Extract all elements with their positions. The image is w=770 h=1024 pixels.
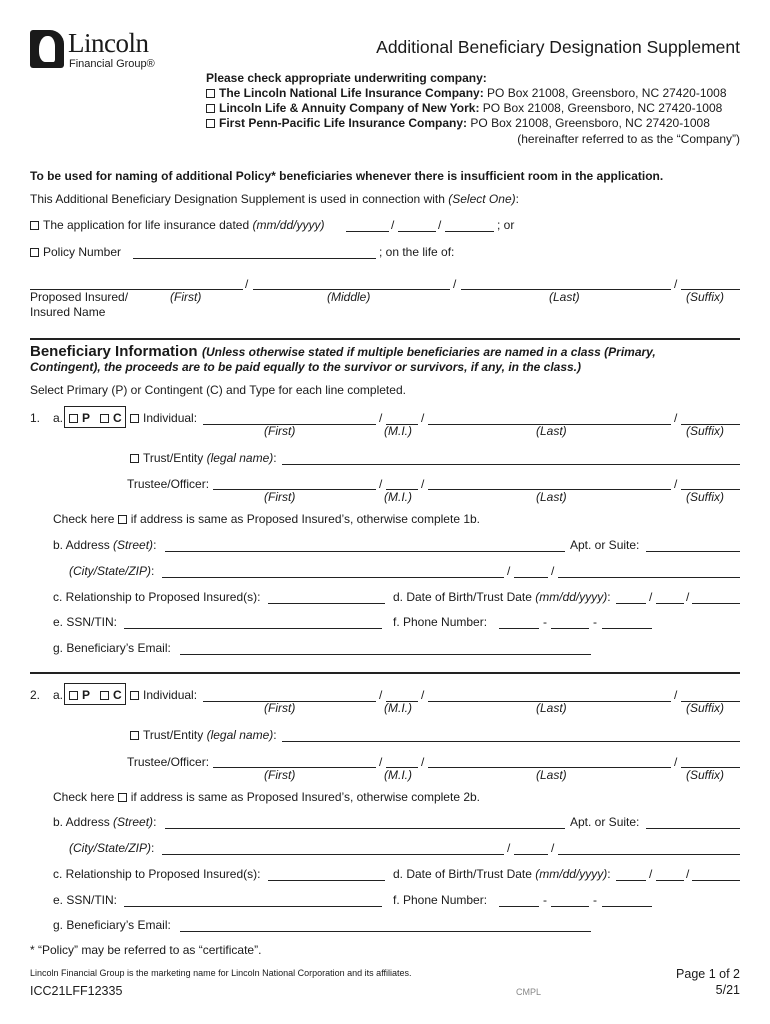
street-field[interactable] bbox=[165, 551, 565, 552]
item-a-label: a. bbox=[53, 411, 64, 425]
page-title: Additional Beneficiary Designation Supplement bbox=[376, 37, 740, 57]
application-year-field[interactable] bbox=[445, 231, 494, 232]
city-field[interactable] bbox=[162, 854, 504, 855]
contingent-checkbox[interactable]: C bbox=[100, 688, 122, 703]
company-option-2[interactable]: Lincoln Life & Annuity Company of New York: PO Box 21008, Greensboro, NC 27420-1008 bbox=[206, 101, 722, 116]
apt-label: Apt. or Suite: bbox=[570, 815, 640, 829]
section-divider bbox=[30, 338, 740, 340]
page-number: Page 1 of 2 bbox=[676, 967, 740, 981]
lincoln-logo-icon bbox=[30, 30, 64, 68]
dob-year-field[interactable] bbox=[692, 603, 740, 604]
zip-field[interactable] bbox=[558, 854, 740, 855]
apt-field[interactable] bbox=[646, 828, 740, 829]
ssn-field[interactable] bbox=[124, 628, 382, 629]
ssn-label: e. SSN/TIN: bbox=[53, 615, 118, 629]
usage-statement: To be used for naming of additional Policy* beneficiaries whenever there is insufficient room in the application. bbox=[30, 169, 664, 183]
cmpl-mark: CMPL bbox=[516, 987, 542, 997]
relationship-label: c. Relationship to Proposed Insured(s): bbox=[53, 590, 261, 604]
item-a-label: a. bbox=[53, 688, 64, 702]
phone-label: f. Phone Number: bbox=[393, 893, 488, 907]
company-option-3[interactable]: First Penn-Pacific Life Insurance Company: PO Box 21008, Greensboro, NC 27420-1008 bbox=[206, 116, 710, 131]
relationship-label: c. Relationship to Proposed Insured(s): bbox=[53, 867, 261, 881]
dob-label: d. Date of Birth/Trust Date (mm/dd/yyyy): bbox=[393, 867, 611, 881]
ssn-label: e. SSN/TIN: bbox=[53, 893, 118, 907]
suffix-caption: (Suffix) bbox=[686, 290, 725, 304]
form-date: 5/21 bbox=[715, 983, 740, 997]
policy-option[interactable]: Policy Number bbox=[30, 245, 121, 260]
dob-year-field[interactable] bbox=[692, 880, 740, 881]
trustee-label: Trustee/Officer: bbox=[127, 755, 210, 769]
same-address-checkbox[interactable]: Check here if address is same as Proposed Insured’s, otherwise complete 2b. bbox=[53, 790, 481, 804]
state-field[interactable] bbox=[514, 577, 548, 578]
marketing-note: Lincoln Financial Group is the marketing name for Lincoln National Corporation and its affiliates. bbox=[30, 968, 412, 978]
entry-number: 1. bbox=[30, 411, 41, 425]
beneficiary-note: Contingent), the proceeds are to be paid equally to the survivor or survivors, if any, in the class.) bbox=[30, 360, 582, 374]
primary-checkbox[interactable]: P bbox=[69, 411, 90, 426]
apt-field[interactable] bbox=[646, 551, 740, 552]
city-label: (City/State/ZIP): bbox=[69, 564, 155, 578]
company-heading: Please check appropriate underwriting company: bbox=[206, 71, 487, 85]
middle-caption: (Middle) bbox=[327, 290, 371, 304]
entry-number: 2. bbox=[30, 688, 41, 702]
phone-label: f. Phone Number: bbox=[393, 615, 488, 629]
checkbox[interactable] bbox=[206, 89, 215, 98]
trust-option[interactable]: Trust/Entity (legal name): bbox=[130, 451, 277, 466]
trust-name-field[interactable] bbox=[282, 464, 740, 465]
first-caption: (First) bbox=[170, 290, 202, 304]
application-month-field[interactable] bbox=[346, 231, 389, 232]
email-field[interactable] bbox=[180, 654, 591, 655]
phone-area-field[interactable] bbox=[499, 906, 539, 907]
individual-option[interactable]: Individual: bbox=[130, 411, 197, 426]
phone-area-field[interactable] bbox=[499, 628, 539, 629]
address-label: b. Address (Street): bbox=[53, 815, 157, 829]
primary-checkbox[interactable]: P bbox=[69, 688, 90, 703]
logo-subtitle: Financial Group® bbox=[69, 58, 155, 70]
dob-day-field[interactable] bbox=[656, 603, 684, 604]
phone-prefix-field[interactable] bbox=[551, 906, 589, 907]
hereinafter-note: (hereinafter referred to as the “Company”) bbox=[517, 132, 740, 146]
apt-label: Apt. or Suite: bbox=[570, 538, 640, 552]
relationship-field[interactable] bbox=[268, 603, 385, 604]
checkbox[interactable] bbox=[30, 221, 39, 230]
email-field[interactable] bbox=[180, 931, 591, 932]
application-day-field[interactable] bbox=[398, 231, 436, 232]
connection-line: This Additional Beneficiary Designation Supplement is used in connection with (Select One): bbox=[30, 192, 519, 206]
trustee-label: Trustee/Officer: bbox=[127, 477, 210, 491]
policy-footnote: * “Policy” may be referred to as “certificate”. bbox=[30, 943, 262, 957]
entry-divider bbox=[30, 672, 740, 674]
checkbox[interactable] bbox=[206, 119, 215, 128]
relationship-field[interactable] bbox=[268, 880, 385, 881]
proposed-insured-label: Proposed Insured/ bbox=[30, 290, 129, 304]
dob-month-field[interactable] bbox=[616, 603, 646, 604]
email-label: g. Beneficiary’s Email: bbox=[53, 641, 171, 655]
trust-option[interactable]: Trust/Entity (legal name): bbox=[130, 728, 277, 743]
city-field[interactable] bbox=[162, 577, 504, 578]
dob-month-field[interactable] bbox=[616, 880, 646, 881]
state-field[interactable] bbox=[514, 854, 548, 855]
application-option[interactable]: The application for life insurance dated (mm/dd/yyyy) bbox=[30, 218, 324, 233]
logo-name: Lincoln bbox=[68, 28, 149, 58]
contingent-checkbox[interactable]: C bbox=[100, 411, 122, 426]
select-instruction: Select Primary (P) or Contingent (C) and Type for each line completed. bbox=[30, 383, 406, 397]
trust-name-field[interactable] bbox=[282, 741, 740, 742]
address-label: b. Address (Street): bbox=[53, 538, 157, 552]
phone-line-field[interactable] bbox=[602, 906, 652, 907]
checkbox[interactable] bbox=[30, 248, 39, 257]
street-field[interactable] bbox=[165, 828, 565, 829]
form-id: ICC21LFF12335 bbox=[30, 984, 123, 998]
city-label: (City/State/ZIP): bbox=[69, 841, 155, 855]
or-text: ; or bbox=[497, 218, 515, 232]
individual-option[interactable]: Individual: bbox=[130, 688, 197, 703]
ssn-field[interactable] bbox=[124, 906, 382, 907]
email-label: g. Beneficiary’s Email: bbox=[53, 918, 171, 932]
dob-day-field[interactable] bbox=[656, 880, 684, 881]
policy-number-field[interactable] bbox=[133, 258, 376, 259]
phone-line-field[interactable] bbox=[602, 628, 652, 629]
dob-label: d. Date of Birth/Trust Date (mm/dd/yyyy): bbox=[393, 590, 611, 604]
phone-prefix-field[interactable] bbox=[551, 628, 589, 629]
zip-field[interactable] bbox=[558, 577, 740, 578]
last-caption: (Last) bbox=[549, 290, 580, 304]
company-option-1[interactable]: The Lincoln National Life Insurance Company: PO Box 21008, Greensboro, NC 27420-1008 bbox=[206, 86, 727, 101]
beneficiary-heading: Beneficiary Information (Unless otherwise stated if multiple beneficiaries are named in a class (Primary, bbox=[30, 343, 656, 360]
on-life-of: ; on the life of: bbox=[379, 245, 455, 259]
insured-name-label: Insured Name bbox=[30, 305, 106, 319]
checkbox[interactable] bbox=[206, 104, 215, 113]
same-address-checkbox[interactable]: Check here if address is same as Proposed Insured’s, otherwise complete 1b. bbox=[53, 512, 481, 526]
